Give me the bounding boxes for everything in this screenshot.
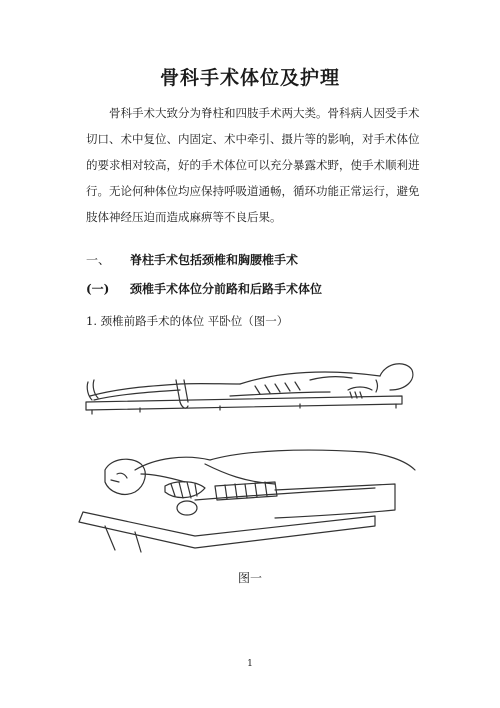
section-title: 脊柱手术包括颈椎和胸腰椎手术 <box>130 253 299 267</box>
intro-paragraph <box>86 100 426 230</box>
subsection-number: (一) <box>86 282 110 296</box>
figure-caption: 图一 <box>237 571 262 585</box>
intro-line: 的要求相对较高，好的手术体位可以充分暴露术野，使手术顺利进 <box>86 158 420 172</box>
intro-line: 切口、术中复位、内固定、术中牵引、摄片等的影响，对手术体位 <box>86 132 420 146</box>
section-heading <box>86 251 298 268</box>
subsection-heading <box>86 280 322 297</box>
subsection-title: 颈椎手术体位分前路和后路手术体位 <box>130 282 323 296</box>
intro-line: 肢体神经压迫而造成麻痹等不良后果。 <box>86 210 282 224</box>
section-number: 一、 <box>86 253 111 267</box>
list-item: 1. 颈椎前路手术的体位 平卧位（图一） <box>86 314 289 328</box>
cervical-anterior-position-illustration <box>75 430 435 555</box>
document-title: 骨科手术体位及护理 <box>159 67 340 89</box>
page-number: 1 <box>247 659 253 669</box>
supine-patient-illustration <box>80 340 420 420</box>
intro-line: 行。无论何种体位均应保持呼吸道通畅，循环功能正常运行，避免 <box>86 184 420 198</box>
intro-line: 骨科手术大致分为脊柱和四肢手术两大类。骨科病人因受手术 <box>109 106 420 120</box>
